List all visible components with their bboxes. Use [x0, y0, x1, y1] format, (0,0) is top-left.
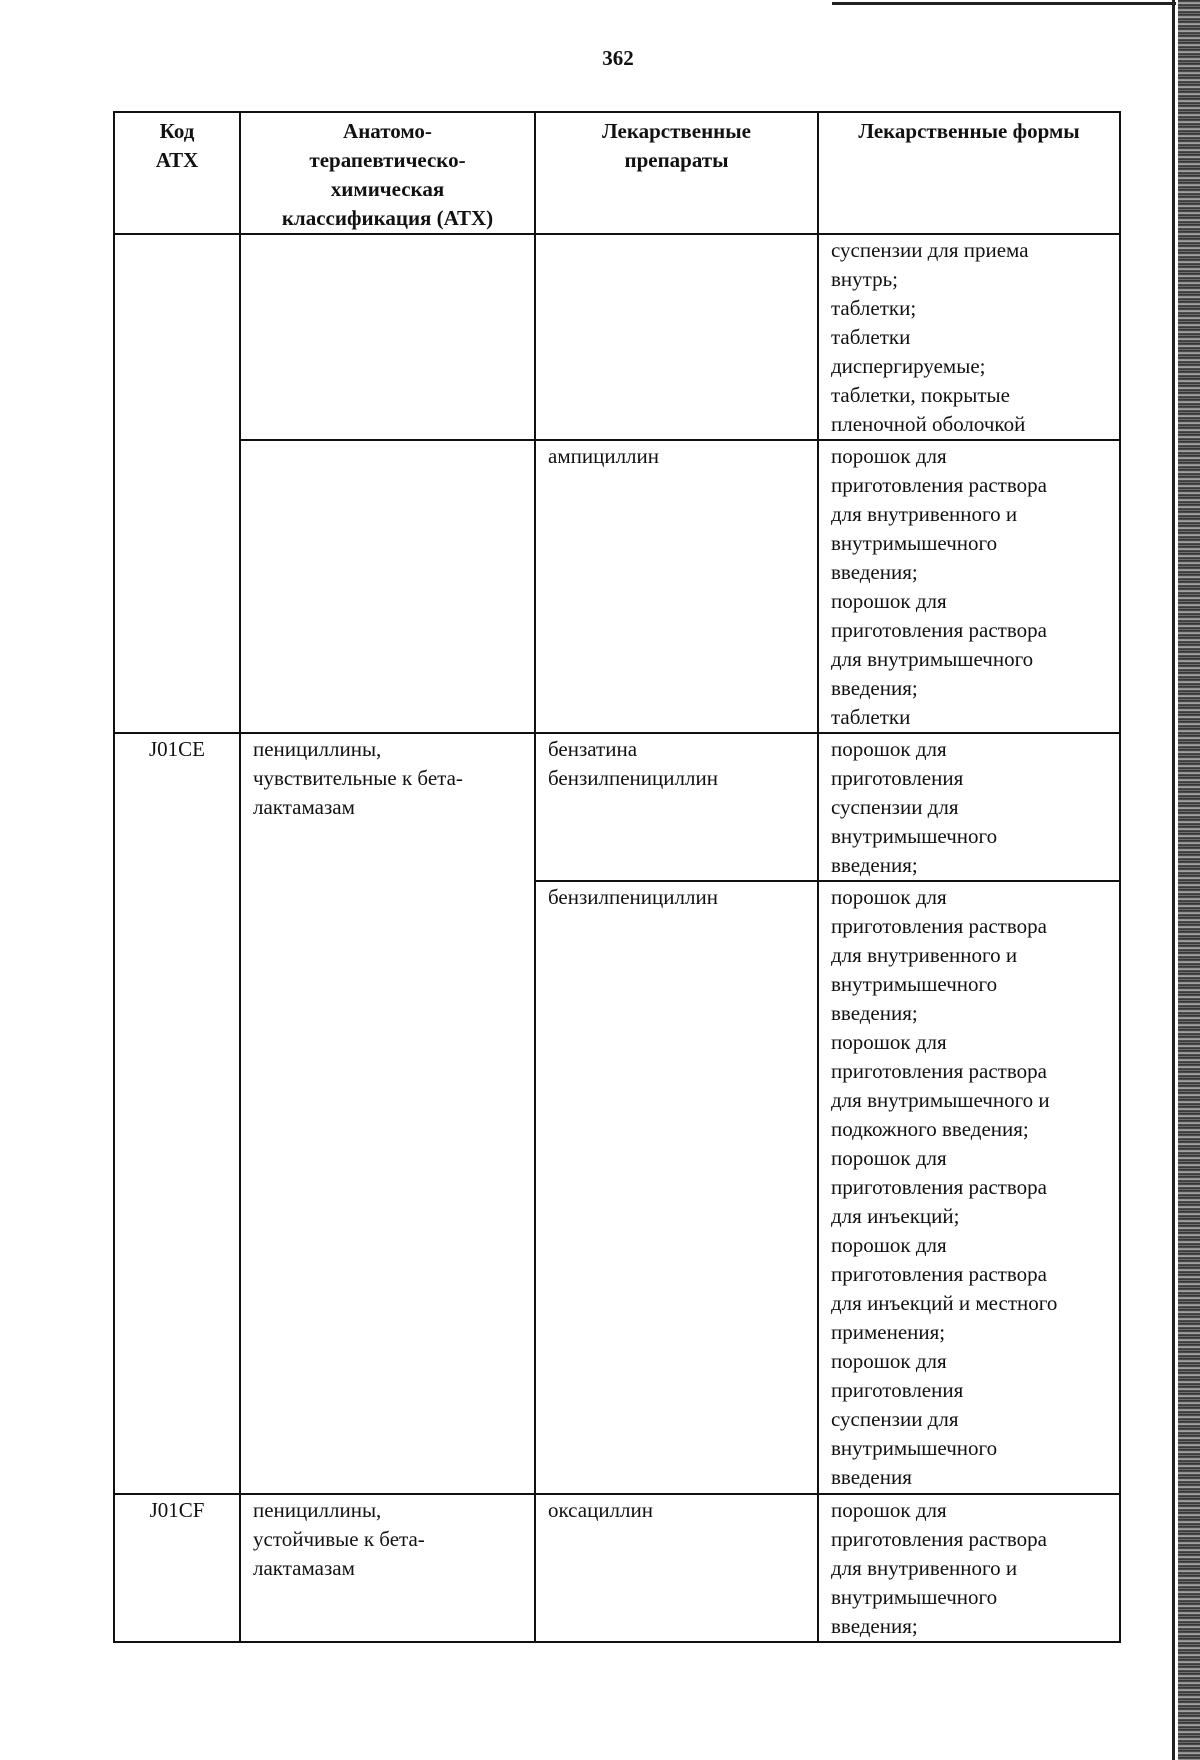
- cell-text-line: порошок для: [831, 1233, 947, 1257]
- cell-text-line: таблетки: [831, 705, 911, 729]
- row-classification-cell: [240, 733, 535, 1494]
- header-forms: [818, 112, 1120, 234]
- cell-text-line: Лекарственные: [602, 119, 751, 143]
- cell-text-line: порошок для: [831, 737, 947, 761]
- cell-text-line: порошок для: [831, 1498, 947, 1522]
- cell-text-line: внутримышечного: [831, 1585, 998, 1609]
- cell-text-line: для инъекций и местного: [831, 1291, 1058, 1315]
- row-code-cell: J01CF: [114, 1494, 240, 1642]
- cell-text-line: введения;: [831, 560, 918, 584]
- row-drug-cell: [535, 1494, 818, 1642]
- row-classification-cell: [240, 234, 535, 440]
- cell-text-line: введения;: [831, 1001, 918, 1025]
- table-row: [114, 1494, 1120, 1642]
- row-code-cell: J01CE: [114, 733, 240, 1494]
- cell-text-line: ампициллин: [548, 444, 659, 468]
- row-drug-cell: [535, 733, 818, 881]
- cell-text-line: порошок для: [831, 444, 947, 468]
- cell-text-line: чувствительные к бета-: [253, 766, 463, 790]
- cell-text-line: приготовления раствора: [831, 914, 1047, 938]
- row-forms-cell: [818, 234, 1120, 440]
- cell-text-line: для внутривенного и: [831, 1556, 1018, 1580]
- cell-text-line: приготовления раствора: [831, 1175, 1047, 1199]
- row-drug-cell: [535, 234, 818, 440]
- cell-text-line: АТХ: [155, 148, 199, 172]
- cell-text-line: таблетки;: [831, 296, 917, 320]
- cell-text-line: приготовления: [831, 1378, 964, 1402]
- cell-text-line: порошок для: [831, 1146, 947, 1170]
- cell-text-line: для инъекций;: [831, 1204, 960, 1228]
- cell-text-line: внутримышечного: [831, 972, 998, 996]
- cell-text-line: бензилпенициллин: [548, 885, 718, 909]
- cell-text-line: порошок для: [831, 1349, 947, 1373]
- cell-text-line: подкожного введения;: [831, 1117, 1029, 1141]
- cell-text-line: введения: [831, 1465, 912, 1489]
- cell-text-line: введения;: [831, 676, 918, 700]
- cell-text-line: терапевтическо-: [309, 148, 466, 172]
- table-row: [114, 440, 1120, 733]
- cell-text-line: приготовления раствора: [831, 1262, 1047, 1286]
- cell-text-line: приготовления раствора: [831, 1527, 1047, 1551]
- cell-text-line: пенициллины,: [253, 737, 382, 761]
- cell-text-line: бензилпенициллин: [548, 766, 718, 790]
- row-forms-cell: [818, 733, 1120, 881]
- cell-text-line: порошок для: [831, 1030, 947, 1054]
- cell-text-line: диспергируемые;: [831, 354, 986, 378]
- cell-text-line: препараты: [624, 148, 729, 172]
- cell-text-line: таблетки, покрытые: [831, 383, 1010, 407]
- row-classification-cell: [240, 440, 535, 733]
- cell-text-line: лактамазам: [253, 1556, 355, 1580]
- cell-text-line: Анатомо-: [343, 119, 432, 143]
- cell-text-line: суспензии для приема: [831, 238, 1029, 262]
- cell-text-line: введения;: [831, 853, 918, 877]
- row-forms-cell: [818, 440, 1120, 733]
- cell-text-line: суспензии для: [831, 795, 959, 819]
- row-forms-cell: [818, 881, 1120, 1494]
- cell-text-line: приготовления раствора: [831, 1059, 1047, 1083]
- scan-edge-line: [1172, 0, 1175, 1760]
- cell-text-line: для внутривенного и: [831, 943, 1018, 967]
- atc-table: [113, 111, 1121, 1643]
- header-code: [114, 112, 240, 234]
- cell-text-line: внутрь;: [831, 267, 898, 291]
- header-classification: [240, 112, 535, 234]
- row-code-cell: [114, 234, 240, 733]
- row-forms-cell: [818, 1494, 1120, 1642]
- cell-text-line: пленочной оболочкой: [831, 412, 1026, 436]
- header-drugs: [535, 112, 818, 234]
- cell-text-line: порошок для: [831, 885, 947, 909]
- cell-text-line: для внутримышечного и: [831, 1088, 1050, 1112]
- cell-text-line: оксациллин: [548, 1498, 653, 1522]
- cell-text-line: таблетки: [831, 325, 911, 349]
- cell-text-line: порошок для: [831, 589, 947, 613]
- cell-text-line: Код: [159, 119, 195, 143]
- page-number: 362: [602, 46, 634, 70]
- cell-text-line: приготовления: [831, 766, 964, 790]
- row-drug-cell: [535, 881, 818, 1494]
- cell-text-line: приготовления раствора: [831, 618, 1047, 642]
- table-row: [114, 234, 1120, 440]
- top-rule: [832, 2, 1176, 5]
- cell-text-line: приготовления раствора: [831, 473, 1047, 497]
- row-drug-cell: [535, 440, 818, 733]
- cell-text-line: для внутримышечного: [831, 647, 1034, 671]
- table-header-row: [114, 112, 1120, 234]
- cell-text-line: пенициллины,: [253, 1498, 382, 1522]
- cell-text-line: бензатина: [548, 737, 638, 761]
- cell-text-line: химическая: [330, 177, 445, 201]
- cell-text-line: суспензии для: [831, 1407, 959, 1431]
- cell-text-line: внутримышечного: [831, 824, 998, 848]
- row-classification-cell: [240, 1494, 535, 1642]
- cell-text-line: введения;: [831, 1614, 918, 1638]
- cell-text-line: внутримышечного: [831, 1436, 998, 1460]
- cell-text-line: внутримышечного: [831, 531, 998, 555]
- scan-edge-strip: [1178, 0, 1200, 1760]
- cell-text-line: лактамазам: [253, 795, 355, 819]
- cell-text-line: для внутривенного и: [831, 502, 1018, 526]
- cell-text-line: классификация (АТХ): [281, 206, 494, 230]
- cell-text-line: устойчивые к бета-: [253, 1527, 425, 1551]
- cell-text-line: Лекарственные формы: [858, 119, 1080, 143]
- table-row: [114, 733, 1120, 881]
- cell-text-line: применения;: [831, 1320, 946, 1344]
